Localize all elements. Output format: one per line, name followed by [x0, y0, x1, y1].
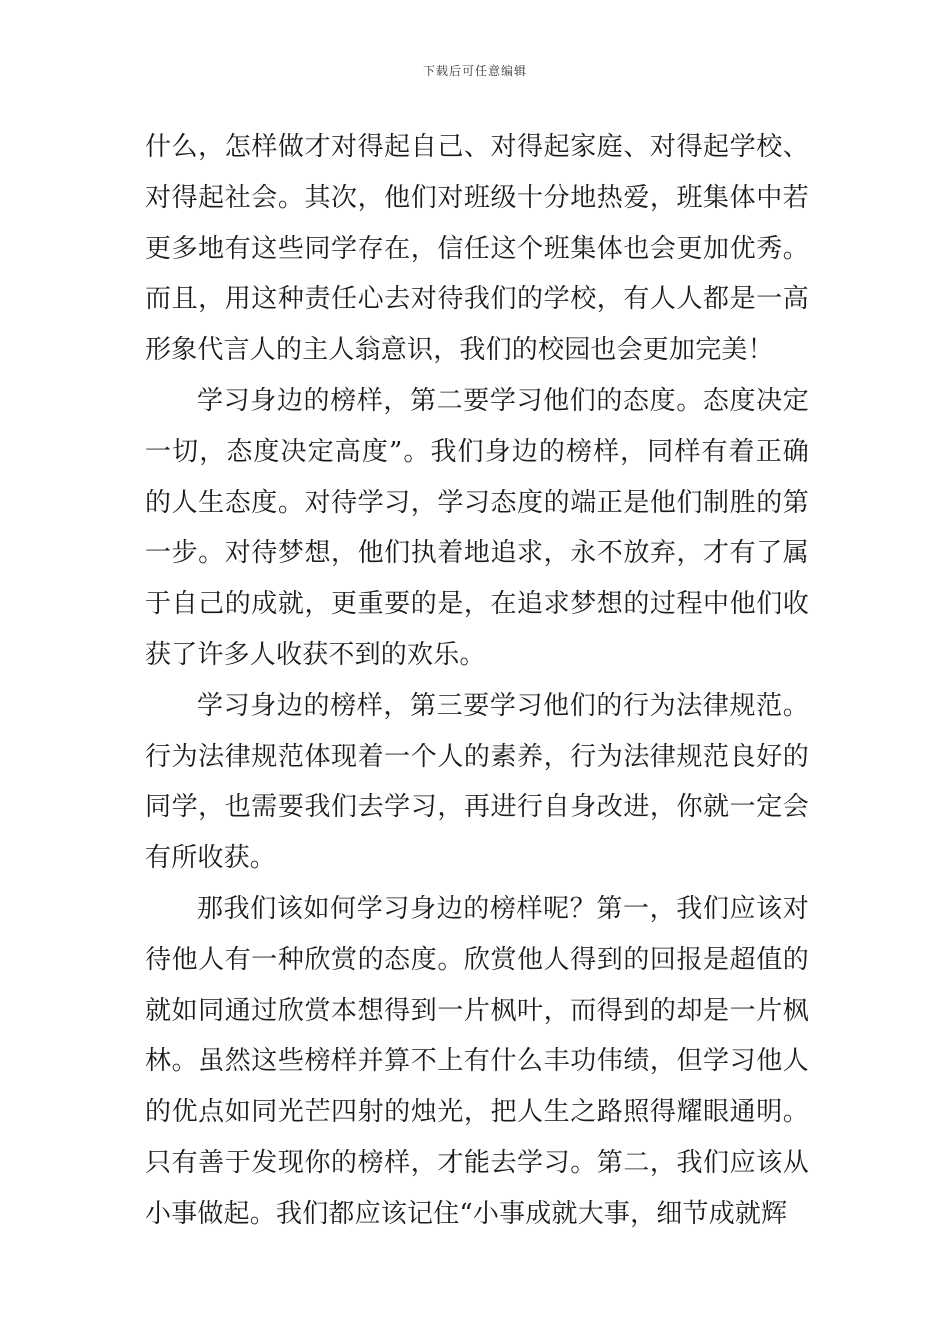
paragraph-3: 学习身边的榜样，第三要学习他们的行为法律规范。行为法律规范体现着一个人的素养，行为法律规范良好的同学，也需要我们去学习，再进行自身改进，你就一定会有所收获。: [145, 690, 809, 874]
paragraph-4: 那我们该如何学习身边的榜样呢？第一，我们应该对待他人有一种欣赏的态度。欣赏他人得到的回报是超值的就如同通过欣赏本想得到一片枫叶，而得到的却是一片枫林。虽然这些榜样并算不上有什么丰功伟绩，但学习他人的优点如同光芒四射的烛光，把人生之路照得耀眼通明。只有善于发现你的榜样，才能去学习。第二，我们应该从小事做起。我们都应该记住“小事成就大事，细节成就辉: [145, 893, 809, 1229]
paragraph-1: 什么，怎样做才对得起自己、对得起家庭、对得起学校、对得起社会。其次，他们对班级十分地热爱，班集体中若更多地有这些同学存在，信任这个班集体也会更加优秀。而且，用这种责任心去对待我们的学校，有人人都是一高形象代言人的主人翁意识，我们的校园也会更加完美！: [145, 132, 809, 366]
paragraph-2: 学习身边的榜样，第二要学习他们的态度。态度决定一切，态度决定高度”。我们身边的榜样，同样有着正确的人生态度。对待学习，学习态度的端正是他们制胜的第一步。对待梦想，他们执着地追求，永不放弃，才有了属于自己的成就，更重要的是，在追求梦想的过程中他们收获了许多人收获不到的欢乐。: [145, 385, 809, 670]
document-body: [145, 122, 809, 1240]
header-note: 下载后可任意编辑: [422, 64, 527, 78]
